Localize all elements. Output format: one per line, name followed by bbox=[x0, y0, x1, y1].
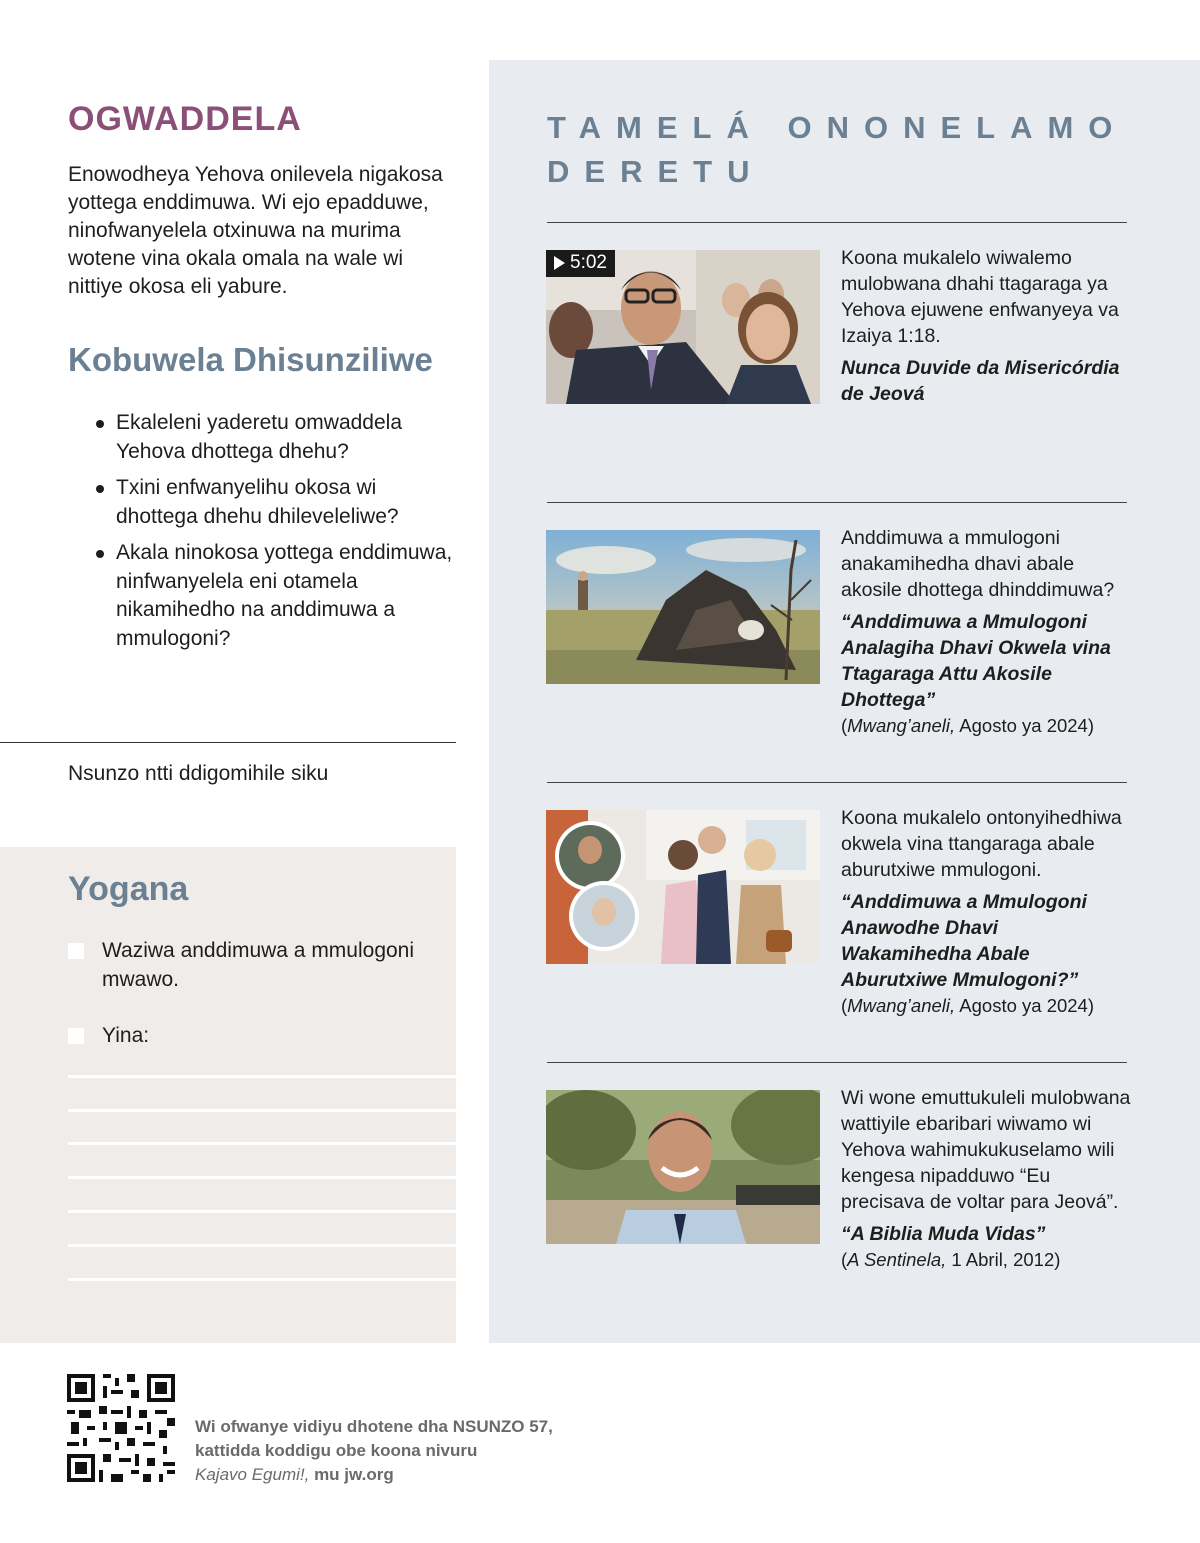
resource-text bbox=[841, 525, 1131, 739]
source-paren: ( bbox=[841, 715, 848, 736]
source-paren: ( bbox=[841, 1249, 848, 1270]
source-date: Agosto ya 2024) bbox=[955, 715, 1095, 736]
resource-description: Koona mukalelo ontonyihedhiwa okwela vina ttangaraga abale aburutxiwe mmulogoni. bbox=[841, 807, 1122, 881]
video-thumbnail[interactable] bbox=[546, 250, 820, 404]
footer-line bbox=[195, 1463, 615, 1487]
resource-title[interactable]: Nunca Duvide da Misericórdia de Jeová bbox=[841, 357, 1120, 405]
resource-text bbox=[841, 1085, 1131, 1273]
goal-item bbox=[68, 1022, 428, 1051]
source-publication: Mwang’aneli, bbox=[847, 715, 956, 736]
resource-source bbox=[841, 993, 1131, 1019]
write-line[interactable] bbox=[68, 1244, 456, 1247]
divider bbox=[547, 222, 1127, 223]
review-question: Akala ninokosa yottega enddimuwa, ninfwanyelela eni otamela nikamihedho na anddimuwa a mmulogoni? bbox=[96, 539, 458, 653]
summary-body: Enowodheya Yehova onilevela nigakosa yottega enddimuwa. Wi ejo epadduwe, ninofwanyelela otxinuwa na murima wotene vina okala omala na wale wi nittiye okosa eli yabure. bbox=[68, 163, 443, 298]
lesson-completed-date-label[interactable]: Nsunzo ntti ddigomihile siku bbox=[68, 762, 329, 785]
resource-text bbox=[841, 805, 1131, 1019]
source-date: 1 Abril, 2012) bbox=[946, 1249, 1061, 1270]
goal-item bbox=[68, 937, 428, 994]
resource-description: Koona mukalelo wiwalemo mulobwana dhahi ttagaraga ya Yehova ejuwene enfwanyeya va Izaiya 1:18. bbox=[841, 247, 1119, 347]
divider bbox=[547, 502, 1127, 503]
footer-line: kattidda koddigu obe koona nivuru bbox=[195, 1441, 478, 1460]
source-publication: A Sentinela, bbox=[847, 1249, 947, 1270]
summary-title: OGWADDELA bbox=[68, 100, 302, 138]
goal-item-label: Waziwa anddimuwa a mmulogoni mwawo. bbox=[102, 939, 415, 991]
goal-item-label: Yina: bbox=[102, 1024, 150, 1047]
goal-checkbox[interactable] bbox=[68, 943, 84, 959]
write-line[interactable] bbox=[68, 1210, 456, 1213]
review-question: Ekaleleni yaderetu omwaddela Yehova dhottega dhehu? bbox=[96, 409, 458, 466]
goal-title: Yogana bbox=[68, 870, 189, 908]
source-paren: ( bbox=[841, 995, 848, 1016]
resource-description: Wi wone emuttukuleli mulobwana wattiyile ebaribari wiwamo wi Yehova wahimukukuselamo wili kengesa nipadduwo “Eu precisava de voltar para Jeová”. bbox=[841, 1087, 1131, 1213]
source-date: Agosto ya 2024) bbox=[955, 995, 1095, 1016]
resource-image[interactable] bbox=[546, 1090, 820, 1244]
review-title: Kobuwela Dhisunziliwe bbox=[68, 341, 433, 378]
resource-text bbox=[841, 245, 1131, 407]
resource-title[interactable]: “A Biblia Muda Vidas” bbox=[841, 1223, 1046, 1245]
resource-title[interactable]: “Anddimuwa a Mmulogoni Analagiha Dhavi Okwela vina Ttagaraga Attu Akosile Dhottega” bbox=[841, 611, 1111, 711]
review-question: Txini enfwanyelihu okosa wi dhottega dhehu dhileveleliwe? bbox=[96, 474, 458, 531]
smiling-man-photo bbox=[546, 1090, 820, 1244]
write-line[interactable] bbox=[68, 1109, 456, 1112]
video-duration: 5:02 bbox=[570, 252, 607, 273]
resource-source bbox=[841, 1247, 1131, 1273]
footer-book: Kajavo Egumi!, bbox=[195, 1465, 310, 1484]
source-publication: Mwang’aneli, bbox=[847, 995, 956, 1016]
play-icon bbox=[554, 256, 565, 270]
shepherd-painting bbox=[546, 530, 820, 684]
write-line[interactable] bbox=[68, 1142, 456, 1145]
goal-box bbox=[0, 847, 456, 1343]
review-list bbox=[68, 409, 458, 653]
divider bbox=[547, 782, 1127, 783]
footer-line: Wi ofwanye vidiyu dhotene dha NSUNZO 57, bbox=[195, 1417, 553, 1436]
goal-checkbox[interactable] bbox=[68, 1028, 84, 1044]
resource-image[interactable] bbox=[546, 810, 820, 964]
video-duration-badge bbox=[546, 250, 615, 277]
resource-source bbox=[841, 713, 1131, 739]
divider bbox=[547, 1062, 1127, 1063]
left-column bbox=[68, 100, 458, 661]
write-line[interactable] bbox=[68, 1176, 456, 1179]
elders-greeting-photo bbox=[546, 810, 820, 964]
write-line[interactable] bbox=[68, 1075, 456, 1078]
footer-site[interactable]: mu jw.org bbox=[309, 1465, 394, 1484]
footer-text bbox=[195, 1415, 615, 1487]
write-line[interactable] bbox=[68, 1278, 456, 1281]
resource-description: Anddimuwa a mmulogoni anakamihedha dhavi abale akosile dhottega dhinddimuwa? bbox=[841, 527, 1115, 601]
resource-image[interactable] bbox=[546, 530, 820, 684]
explore-title: TAMELÁ ONONELAMO DERETU bbox=[547, 110, 1128, 189]
divider bbox=[0, 742, 456, 743]
qr-code-icon[interactable] bbox=[67, 1374, 175, 1482]
resource-title[interactable]: “Anddimuwa a Mmulogoni Anawodhe Dhavi Wakamihedha Abale Aburutxiwe Mmulogoni?” bbox=[841, 891, 1087, 991]
